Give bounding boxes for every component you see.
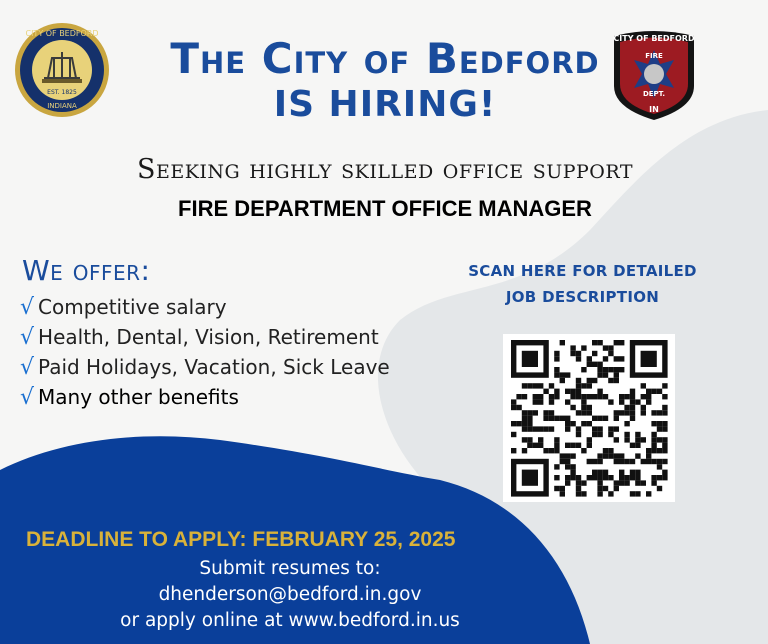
- email-link[interactable]: dhenderson@bedford.in.gov: [158, 584, 422, 605]
- patch-text-left: FIRE: [645, 52, 663, 60]
- benefit-item: [20, 322, 390, 352]
- scan-line1: SCAN HERE FOR DETAILED: [468, 262, 697, 280]
- seeking-subtitle: Seeking highly skilled office support: [136, 154, 634, 185]
- deadline-text: DEADLINE TO APPLY: FEBRUARY 25, 2025: [26, 528, 456, 551]
- patch-text-bottom: DEPT.: [642, 90, 666, 98]
- offer-heading: We offer:: [22, 254, 151, 287]
- patch-text-state: IN: [649, 105, 659, 114]
- scan-line2: JOB DESCRIPTION: [505, 288, 660, 306]
- benefit-item: [20, 382, 390, 412]
- scan-instructions: [455, 258, 710, 310]
- submit-label: Submit resumes to:: [199, 558, 381, 579]
- benefit-item: [20, 292, 390, 322]
- patch-text-top: CITY OF BEDFORD: [613, 34, 695, 43]
- seal-text-top: CITY OF BEDFORD: [25, 29, 99, 38]
- checkmark-icon: √: [20, 295, 35, 320]
- apply-instructions: [40, 556, 540, 634]
- qr-code[interactable]: [503, 334, 675, 502]
- checkmark-icon: √: [20, 325, 35, 350]
- page-title-line2: IS HIRING!: [273, 84, 497, 125]
- page-title-line1: The City of Bedford: [170, 34, 600, 83]
- seal-text-bottom: INDIANA: [47, 102, 77, 110]
- benefit-label: Competitive salary: [38, 295, 227, 319]
- seal-text-est: EST. 1825: [47, 89, 77, 96]
- city-seal-logo: [14, 22, 110, 118]
- checkmark-icon: √: [20, 385, 35, 410]
- online-apply-link[interactable]: or apply online at www.bedford.in.us: [120, 610, 460, 631]
- position-title: FIRE DEPARTMENT OFFICE MANAGER: [178, 196, 592, 221]
- qr-code-graphic: [503, 334, 675, 502]
- benefits-list: [20, 292, 390, 412]
- benefit-item: [20, 352, 390, 382]
- checkmark-icon: √: [20, 355, 35, 380]
- benefit-label: Paid Holidays, Vacation, Sick Leave: [38, 355, 390, 379]
- benefit-label: Health, Dental, Vision, Retirement: [38, 325, 379, 349]
- benefit-label: Many other benefits: [38, 385, 239, 409]
